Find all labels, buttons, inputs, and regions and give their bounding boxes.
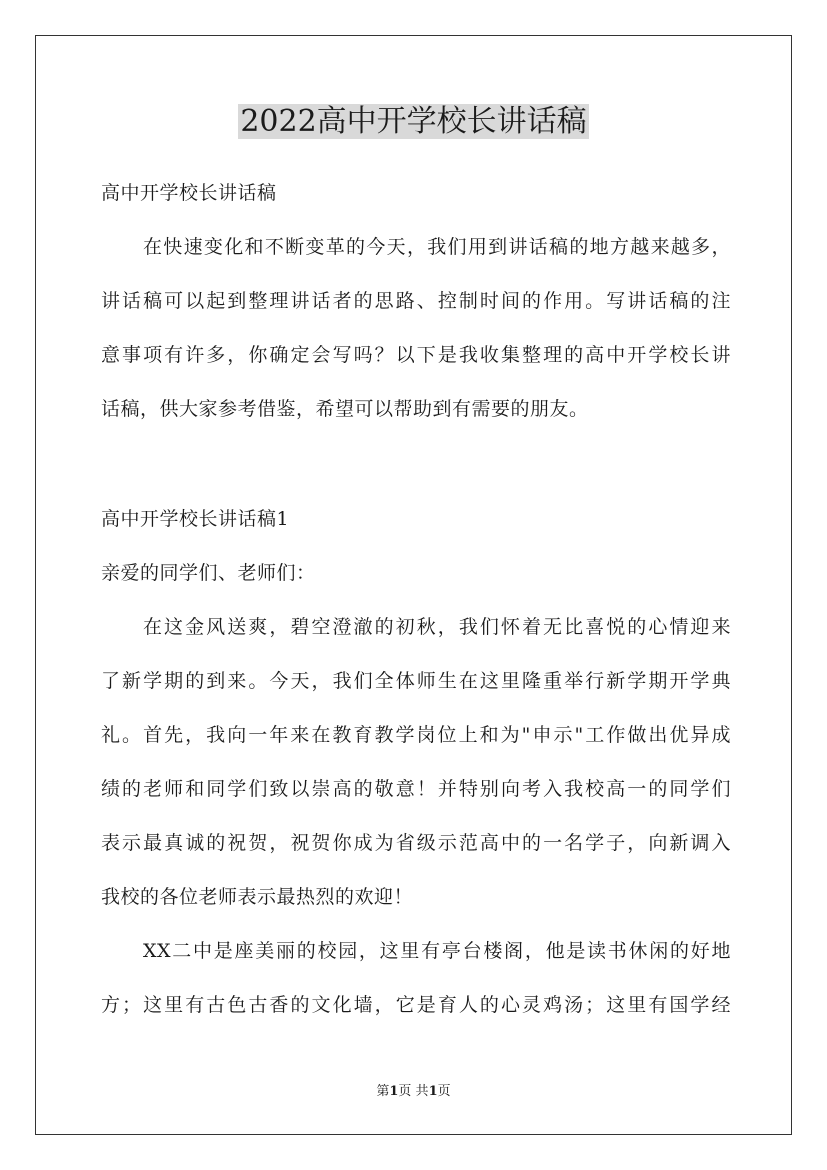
- paragraph-line: 我校的各位老师表示最热烈的欢迎！: [101, 886, 414, 908]
- document-title: [0, 100, 827, 144]
- paragraph-line: 绩的老师和同学们致以崇高的敬意！并特别向考入我校高一的同学们: [101, 778, 731, 800]
- intro-line: 话稿，供大家参考借鉴，希望可以帮助到有需要的朋友。: [101, 398, 589, 420]
- paragraph-line: 在这金风送爽，碧空澄澈的初秋，我们怀着无比喜悦的心情迎来: [143, 616, 731, 638]
- page-footer: [0, 1082, 827, 1102]
- intro-line: 意事项有许多，你确定会写吗？以下是我收集整理的高中开学校长讲: [101, 344, 731, 366]
- footer-page-total: 1: [428, 1084, 438, 1099]
- footer-page-prefix: 第: [376, 1084, 390, 1099]
- footer-page-mid: 页 共: [398, 1084, 429, 1099]
- section-heading: 高中开学校长讲话稿1: [101, 508, 290, 530]
- footer-page-suffix: 页: [437, 1084, 451, 1099]
- intro-line: 在快速变化和不断变革的今天，我们用到讲话稿的地方越来越多，: [143, 236, 731, 258]
- document-subtitle: 高中开学校长讲话稿: [101, 182, 277, 204]
- paragraph-line: XX二中是座美丽的校园，这里有亭台楼阁，他是读书休闲的好地: [143, 940, 731, 962]
- paragraph-line: 了新学期的到来。今天，我们全体师生在这里隆重举行新学期开学典: [101, 670, 731, 692]
- document-title-text: 2022高中开学校长讲话稿: [240, 104, 587, 139]
- paragraph-line: 方；这里有古色古香的文化墙，它是育人的心灵鸡汤；这里有国学经: [101, 994, 731, 1016]
- paragraph-line: 礼。首先，我向一年来在教育教学岗位上和为"申示"工作做出优异成: [101, 724, 731, 746]
- intro-line: 讲话稿可以起到整理讲话者的思路、控制时间的作用。写讲话稿的注: [101, 290, 731, 312]
- paragraph-line: 表示最真诚的祝贺，祝贺你成为省级示范高中的一名学子，向新调入: [101, 832, 731, 854]
- salutation: 亲爱的同学们、老师们：: [101, 562, 316, 584]
- footer-page-current: 1: [389, 1084, 399, 1099]
